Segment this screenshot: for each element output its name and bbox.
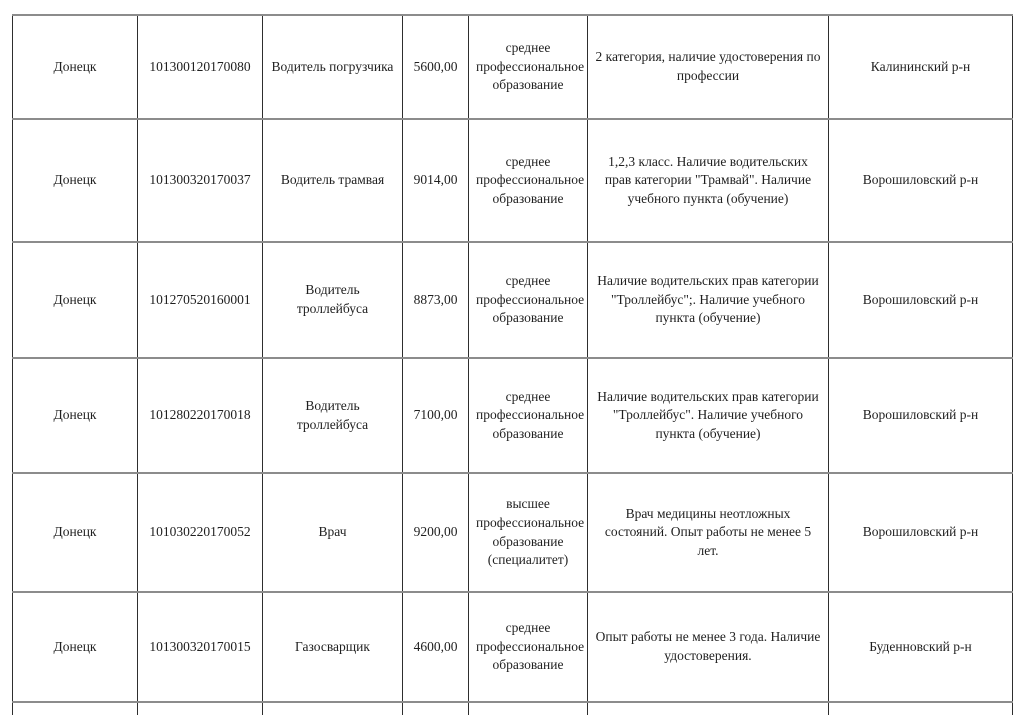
table-row <box>13 473 1013 592</box>
table-row-partial <box>13 702 1013 715</box>
cell-requirements: Наличие водительских прав категории "Троллейбус". Наличие учебного пункта (обучение) <box>588 358 829 473</box>
cell-vacancy-id <box>138 702 263 715</box>
cell-profession: Врач <box>263 473 403 592</box>
table-row <box>13 592 1013 702</box>
cell-salary <box>403 702 469 715</box>
cell-vacancy-id: 101300320170037 <box>138 119 263 242</box>
cell-district: Ворошиловский р-н <box>829 358 1013 473</box>
cell-city: Донецк <box>13 242 138 358</box>
cell-requirements: Врач медицины неотложных состояний. Опыт работы не менее 5 лет. <box>588 473 829 592</box>
cell-salary: 9014,00 <box>403 119 469 242</box>
cell-city: Донецк <box>13 119 138 242</box>
cell-vacancy-id: 101030220170052 <box>138 473 263 592</box>
cell-profession <box>263 702 403 715</box>
cell-salary: 9200,00 <box>403 473 469 592</box>
cell-vacancy-id: 101300120170080 <box>138 15 263 119</box>
cell-salary: 7100,00 <box>403 358 469 473</box>
table-row <box>13 15 1013 119</box>
cell-requirements <box>588 702 829 715</box>
cell-district <box>829 702 1013 715</box>
cell-salary: 8873,00 <box>403 242 469 358</box>
cell-requirements: 1,2,3 класс. Наличие водительских прав категории "Трамвай". Наличие учебного пункта (обучение) <box>588 119 829 242</box>
cell-education: среднее профессиональное образование <box>469 358 588 473</box>
cell-vacancy-id: 101270520160001 <box>138 242 263 358</box>
cell-district: Ворошиловский р-н <box>829 473 1013 592</box>
cell-vacancy-id: 101300320170015 <box>138 592 263 702</box>
vacancies-table <box>12 14 1013 715</box>
cell-city: Донецк <box>13 592 138 702</box>
cell-profession: Водитель погрузчика <box>263 15 403 119</box>
cell-education: среднее профессиональное образование <box>469 242 588 358</box>
cell-salary: 5600,00 <box>403 15 469 119</box>
cell-education: среднее профессиональное образование <box>469 15 588 119</box>
cell-profession: Газосварщик <box>263 592 403 702</box>
table-row <box>13 358 1013 473</box>
cell-requirements: Опыт работы не менее 3 года. Наличие удостоверения. <box>588 592 829 702</box>
cell-salary: 4600,00 <box>403 592 469 702</box>
cell-city: Донецк <box>13 473 138 592</box>
cell-city: Донецк <box>13 358 138 473</box>
cell-vacancy-id: 101280220170018 <box>138 358 263 473</box>
cell-profession: Водитель троллейбуса <box>263 242 403 358</box>
cell-district: Ворошиловский р-н <box>829 119 1013 242</box>
cell-profession: Водитель трамвая <box>263 119 403 242</box>
cell-education <box>469 702 588 715</box>
cell-city <box>13 702 138 715</box>
table-row <box>13 119 1013 242</box>
cell-district: Ворошиловский р-н <box>829 242 1013 358</box>
cell-education: среднее профессиональное образование <box>469 592 588 702</box>
cell-education: высшее профессиональное образование (специалитет) <box>469 473 588 592</box>
cell-district: Калининский р-н <box>829 15 1013 119</box>
cell-city: Донецк <box>13 15 138 119</box>
cell-district: Буденновский р-н <box>829 592 1013 702</box>
cell-requirements: Наличие водительских прав категории "Троллейбус";. Наличие учебного пункта (обучение) <box>588 242 829 358</box>
cell-education: среднее профессиональное образование <box>469 119 588 242</box>
cell-profession: Водитель троллейбуса <box>263 358 403 473</box>
table-row <box>13 242 1013 358</box>
cell-requirements: 2 категория, наличие удостоверения по профессии <box>588 15 829 119</box>
